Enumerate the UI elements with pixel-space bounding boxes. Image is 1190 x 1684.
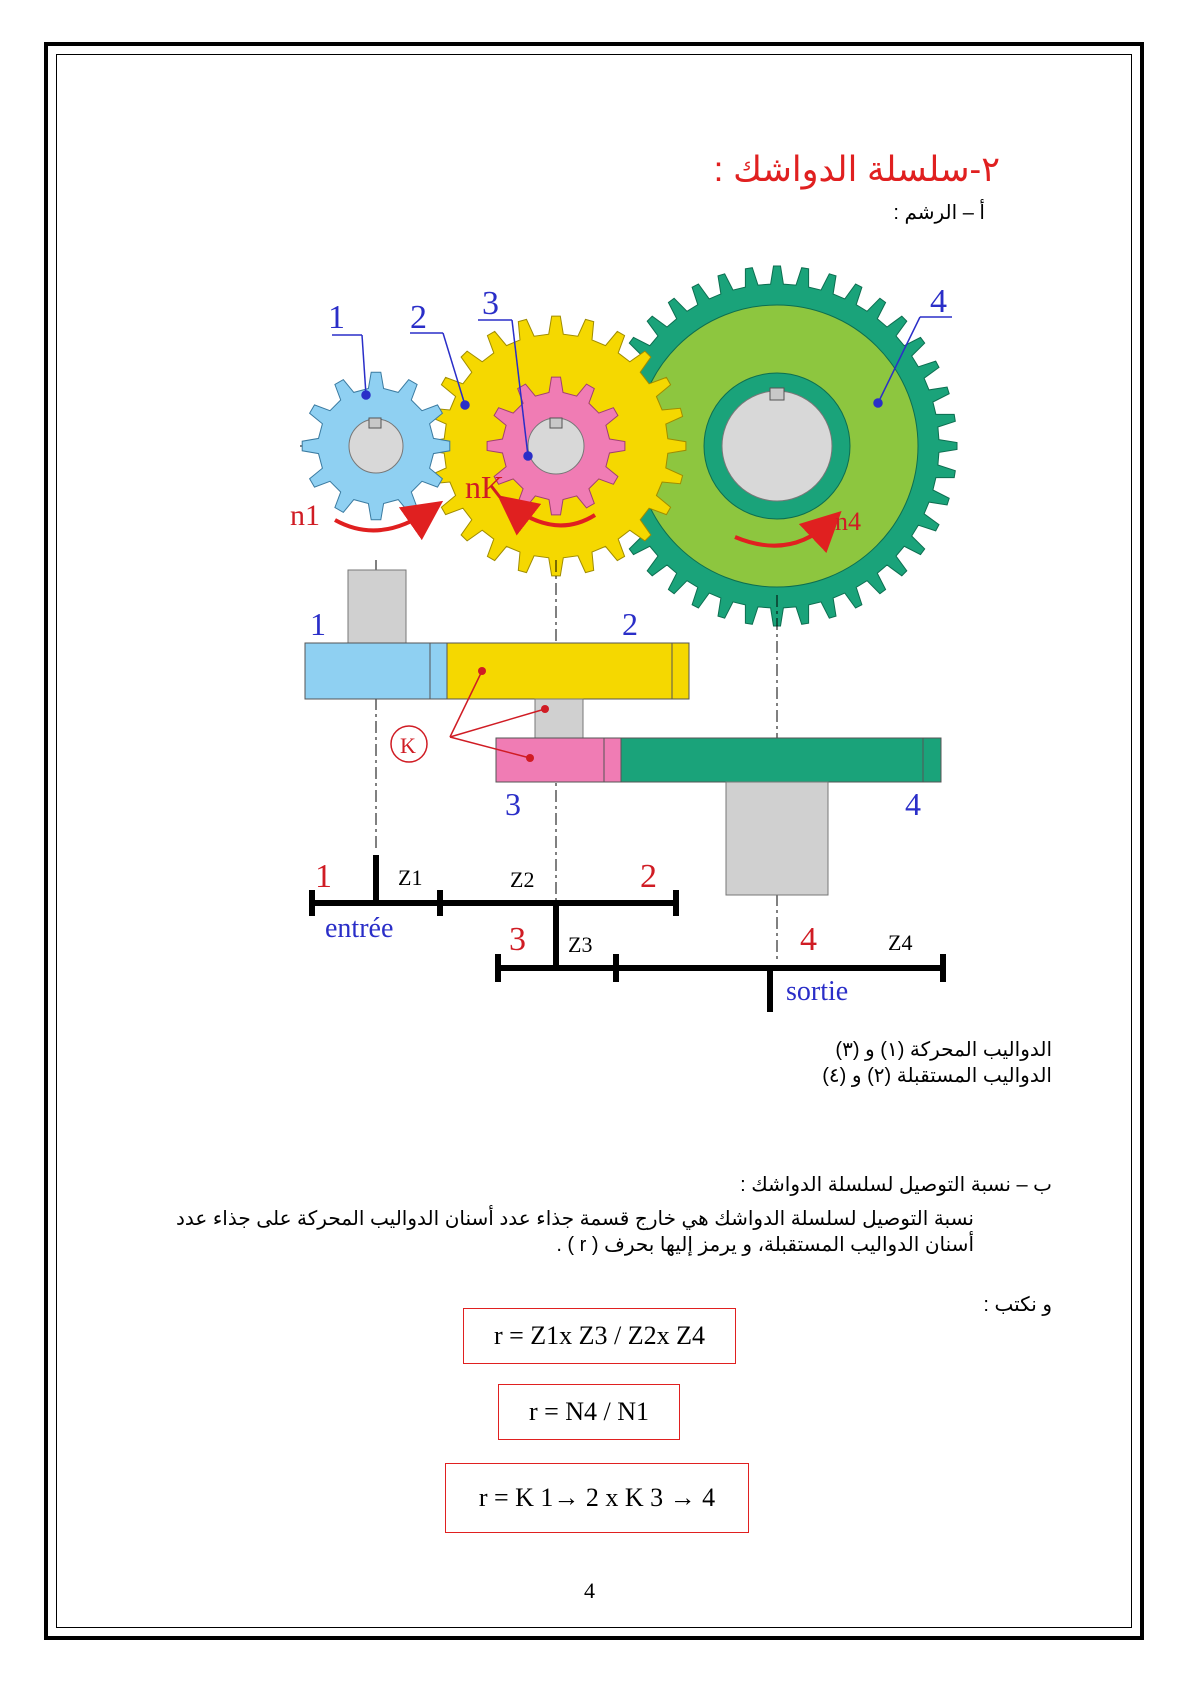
driven-wheels: الدواليب المستقبلة (٢) و (٤) [822,1065,1052,1087]
gear-label-4: 4 [930,283,947,320]
teeth-z2: Z2 [510,867,535,892]
formula-product: r = K 1→ 2 x K 3 → 4 [445,1463,749,1533]
side-label-2: 2 [622,606,638,642]
schem-num-2: 2 [640,858,657,895]
section-title: ٢-سلسلة الدواشك : [713,150,1000,189]
entry-label: entrée [325,913,394,944]
exit-label: sortie [786,976,849,1007]
speed-label-n4: n4 [835,507,861,536]
side-label-4: 4 [905,786,921,822]
section-subtitle: أ – الرشم : [893,202,985,224]
speed-label-n1: n1 [290,499,320,532]
gear-1 [302,372,450,520]
schem-num-1: 1 [315,858,332,895]
driving-wheels: الدواليب المحركة (١) و (٣) [835,1039,1052,1061]
we-write: و نكتب : [983,1294,1052,1316]
teeth-z4: Z4 [888,930,913,955]
schem-num-3: 3 [509,921,526,958]
gear-label-1: 1 [328,299,345,336]
gear-label-3: 3 [482,285,499,322]
formula-speed: r = N4 / N1 [498,1384,680,1440]
side-label-1: 1 [310,606,326,642]
teeth-z3: Z3 [568,932,593,957]
gear-label-2: 2 [410,299,427,336]
page-number: 4 [584,1578,595,1603]
speed-label-nk: nK [465,469,505,505]
ratio-heading: ب – نسبة التوصيل لسلسلة الدواشك : [740,1174,1052,1196]
ratio-definition: نسبة التوصيل لسلسلة الدواشك هي خارج قسمة جذاء عدد أسنان الدواليب المحركة على جذاء عدد أسنان الدواليب المستقبلة، و يرمز إليها بحرف ( r ) . [176,1208,974,1256]
teeth-z1: Z1 [398,865,423,890]
side-label-3: 3 [505,786,521,822]
formula-teeth: r = Z1x Z3 / Z2x Z4 [463,1308,736,1364]
coupling-label: K [400,733,416,758]
schem-num-4: 4 [800,921,817,958]
